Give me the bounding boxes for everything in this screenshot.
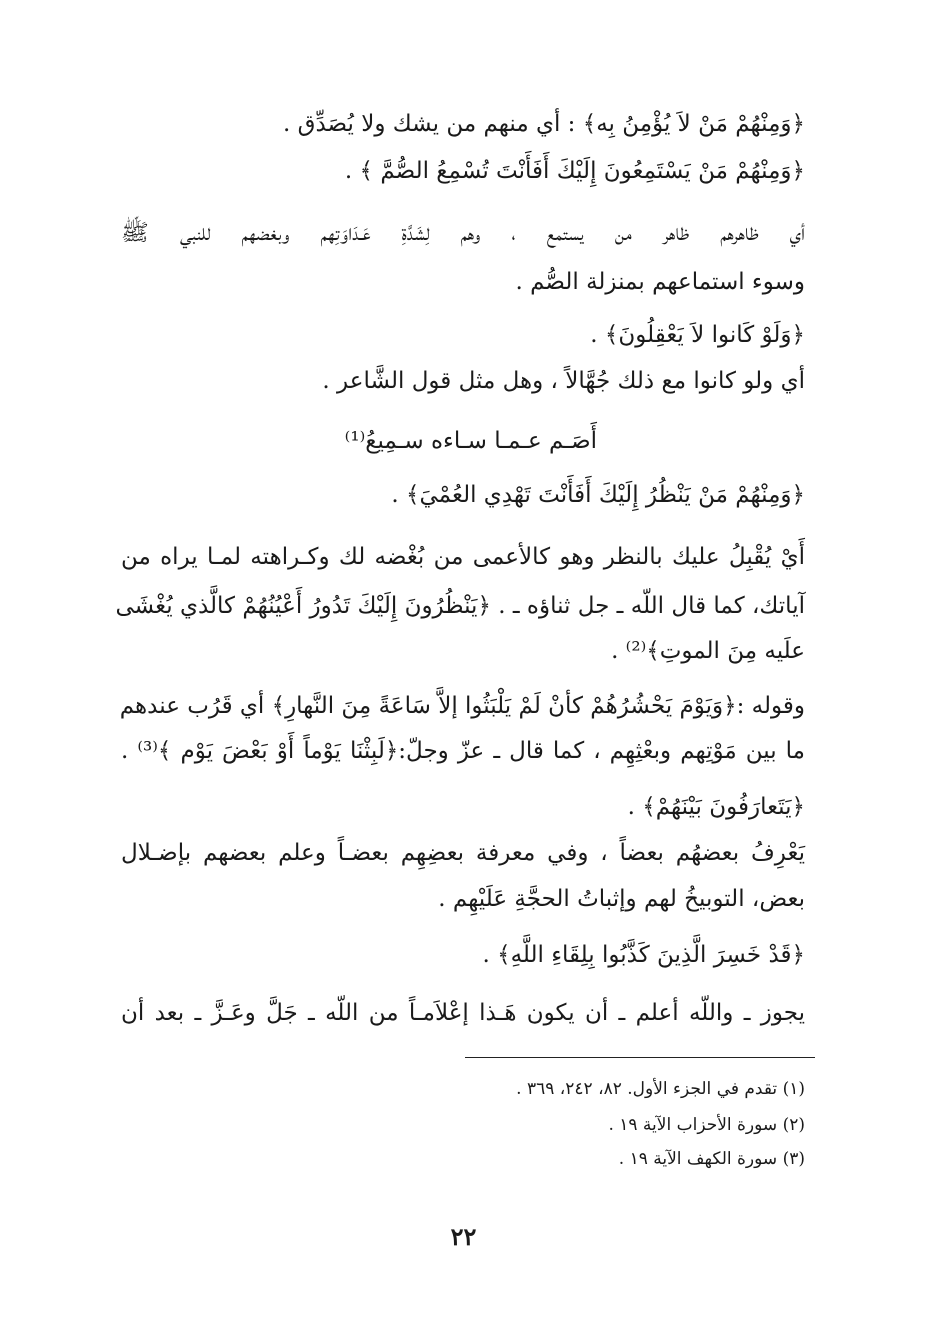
- text-line-3: أي ظاهرهم ظاهر من يستمع ، وهم لِشَدَّةِ عَـدَاوَتِهم وبغضهم للنبي ﷺ: [121, 220, 805, 246]
- text-line-1: ﴿وَمِنْهُمْ مَنْ لاَ يُؤْمِنُ بِه﴾ : أي منهم من يشك ولا يُصَدِّق .: [283, 111, 805, 137]
- text-line-5: ﴿وَلَوْ كَانوا لاَ يَعْقِلُونَ﴾ .: [590, 322, 805, 348]
- text-line-2: ﴿وَمِنْهُمْ مَنْ يَسْتَمِعُونَ إِلَيْكَ أَفَأَنْتَ تُسْمِعُ الصُّمَّ ﴾ .: [344, 158, 805, 184]
- text-line-11: علَيه مِنَ الموتِ﴾⁽²⁾ .: [611, 638, 805, 664]
- text-line-4: وسوء استماعهم بمنزلة الصُّم .: [515, 269, 805, 295]
- text-line-6: أي ولو كانوا مع ذلك جُهَّالاً ، وهل مثل قول الشَّاعر .: [322, 368, 805, 394]
- text-line-18: يجوز ـ واللّه أعلم ـ أن يكون هَـذا إعْلاَمـاً من اللّه ـ جَلَّ وعَـزَّ ـ بعد أن: [121, 1000, 805, 1026]
- text-line-8: ﴿وَمِنْهُمْ مَنْ يَنْظُرُ إِلَيْكَ أَفَأَنْتَ تَهْدِي العُمْيَ﴾ .: [391, 482, 805, 508]
- footnote-1: (١) تقدم في الجزء الأول. ٨٢، ٢٤٢، ٣٦٩ .: [516, 1079, 805, 1099]
- text-line-16: بعض، التوبيخُ لهم وإثباتُ الحجَّةِ عَلَيْهِم .: [438, 886, 805, 912]
- text-line-13: ما بين مَوْتِهم وبعْثِهِم ، كما قال ـ عزّ وجلّ:﴿لَبِثْنَا يَوْماً أَوْ بَعْضَ يَوْم ﴾⁽³⁾ .: [121, 738, 805, 764]
- text-line-10: آياتك، كما قال اللّه ـ جل ثناؤه ـ . ﴿يَنْظُرُونَ إِلَيْكَ تَدُورُ أَعْيُنُهُمْ كالَّذي يُغْشَى: [115, 593, 805, 619]
- text-line-14: ﴿يَتَعارَفُونَ بَيْنَهُمْ﴾ .: [627, 794, 805, 820]
- poetry-verse: أَصَـم عـمـا سـاءه سـمِيعُ⁽¹⁾: [344, 428, 597, 454]
- text-line-9: أَيْ يُقْبِلُ عليك بالنظر وهو كالأعمى من بُغْضه لك وكـراهته لمـا يراه من: [121, 544, 805, 570]
- footnote-3: (٣) سورة الكهف الآية ١٩ .: [618, 1149, 805, 1169]
- text-line-17: ﴿قَدْ خَسِرَ الَّذِينَ كَذَّبُوا بِلِقَاءِ اللَّهِ﴾ .: [482, 942, 805, 968]
- page-number: ٢٢: [450, 1222, 477, 1251]
- text-line-15: يَعْرِفُ بعضهُم بعضاً ، وفي معرفة بعضِهِم بعضـاً وعلم بعضهم بإضـلال: [121, 840, 805, 866]
- footnote-2: (٢) سورة الأحزاب الآية ١٩ .: [608, 1115, 805, 1135]
- text-line-12: وقوله :﴿وَيَوْمَ يَحْشُرُهُمْ كأنْ لَمْ يَلْبَثُوا إلاَّ سَاعَةً مِنَ النَّهارِ﴾ أي قَرُب عندهم: [119, 693, 805, 719]
- footnote-separator: [465, 1057, 815, 1058]
